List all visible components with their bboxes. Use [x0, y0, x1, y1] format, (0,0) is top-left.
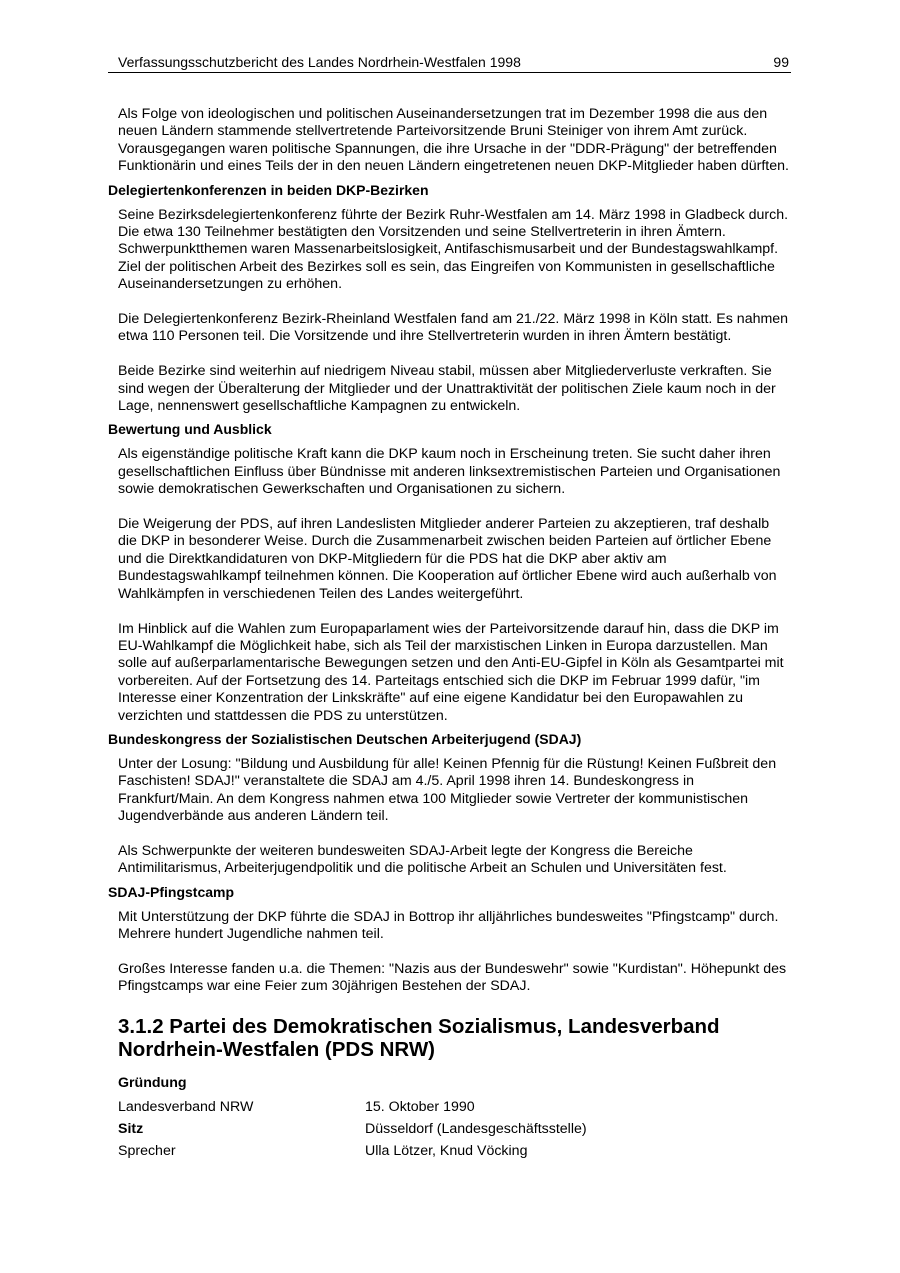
gruendung-label: Gründung — [118, 1074, 187, 1091]
section-title-pds: 3.1.2 Partei des Demokratischen Sozialismus, Landesverband Nordrhein-Westfalen (PDS NRW) — [118, 1014, 720, 1061]
info-key: Landesverband NRW — [118, 1098, 254, 1115]
intro-paragraph: Als Folge von ideologischen und politischen Auseinandersetzungen trat im Dezember 1998 die aus den neuen Ländern stammende stellvertretende Parteivorsitzende Bruni Steiniger von ihrem Amt zurück. Vorausgegangen waren politische Spannungen, die ihre Ursache in der "DDR-Prägung" der betreffenden Funktionärin und eines Teils der in den neuen Ländern eingetretenen neuen DKP-Mitglieder haben dürften. — [118, 106, 789, 175]
info-row — [118, 1118, 798, 1140]
paragraph: Großes Interesse fanden u.a. die Themen: "Nazis aus der Bundeswehr" sowie "Kurdistan". Höhepunkt des Pfingstcamps war eine Feier zum 30jährigen Bestehen der SDAJ. — [118, 960, 787, 995]
paragraph: Als eigenständige politische Kraft kann die DKP kaum noch in Erscheinung treten. Sie sucht daher ihren gesellschaftlichen Einfluss über Bündnisse mit anderen linksextremistischen Parteien und Organisationen sowie demokratischen Gewerkschaften und Organisationen zu sichern. — [118, 446, 781, 498]
page-number: 99 — [773, 54, 789, 70]
page-header — [108, 52, 791, 73]
info-row — [118, 1096, 798, 1118]
paragraph: Als Schwerpunkte der weiteren bundesweiten SDAJ-Arbeit legte der Kongress die Bereiche Antimilitarismus, Arbeiterjugendpolitik und die politische Arbeit an Schulen und Universitäten fest. — [118, 842, 727, 877]
paragraph: Im Hinblick auf die Wahlen zum Europaparlament wies der Parteivorsitzende darauf hin, dass die DKP im EU-Wahlkampf die Möglichkeit habe, sich als Teil der marxistischen Linken in Europa darzustellen. Man solle auf außerparlamentarische Bewegungen setzen und den Anti-EU-Gipfel in Köln als Gesamtpartei mit vorbereiten. Auf der Fortsetzung des 14. Parteitags entschied sich die DKP im Februar 1999 dafür, "im Interesse einer Konzentration der Linkskräfte" auf eine eigene Kandidatur bei den Europawahlen zu verzichten und stattdessen die PDS zu unterstützen. — [118, 620, 784, 724]
heading-delegiertenkonferenzen: Delegiertenkonferenzen in beiden DKP-Bezirken — [108, 181, 429, 198]
info-value: Ulla Lötzer, Knud Vöcking — [365, 1142, 528, 1159]
heading-sdaj-bundeskongress: Bundeskongress der Sozialistischen Deutschen Arbeiterjugend (SDAJ) — [108, 730, 582, 747]
paragraph: Die Delegiertenkonferenz Bezirk-Rheinland Westfalen fand am 21./22. März 1998 in Köln statt. Es nahmen etwa 110 Personen teil. Die Vorsitzende und ihre Stellvertreterin wurden in ihren Ämtern bestätigt. — [118, 311, 789, 345]
header-title: Verfassungsschutzbericht des Landes Nordrhein-Westfalen 1998 — [118, 54, 521, 70]
heading-sdaj-pfingstcamp: SDAJ-Pfingstcamp — [108, 883, 235, 900]
info-row — [118, 1140, 798, 1162]
info-key: Sitz — [118, 1120, 144, 1137]
paragraph: Beide Bezirke sind weiterhin auf niedrigem Niveau stabil, müssen aber Mitgliederverluste verkraften. Sie sind wegen der Überalterung der Mitglieder und der Unattraktivität der politischen Ziele kaum noch in der Lage, nennenswert gesellschaftliche Kampagnen zu entwickeln. — [118, 363, 776, 415]
info-value: Düsseldorf (Landesgeschäftsstelle) — [365, 1120, 587, 1137]
info-key: Sprecher — [118, 1142, 176, 1159]
paragraph: Unter der Losung: "Bildung und Ausbildung für alle! Keinen Pfennig für die Rüstung! Keinen Fußbreit den Faschisten! SDAJ!" veranstaltete die SDAJ am 4./5. April 1998 ihren 14. Bundeskongress in Frankfurt/Main. An dem Kongress nahmen etwa 100 Mitglieder sowie Vertreter der kommunistischen Jugendverbände aus anderen Ländern teil. — [118, 755, 777, 825]
paragraph: Seine Bezirksdelegiertenkonferenz führte der Bezirk Ruhr-Westfalen am 14. März 1998 in Gladbeck durch. Die etwa 130 Teilnehmer bestätigten den Vorsitzenden und seine Stellvertreterin in ihren Ämtern. Schwerpunktthemen waren Massenarbeitslosigkeit, Antifaschismusarbeit und der Bundestagswahlkampf. Ziel der politischen Arbeit des Bezirkes soll es sein, das Eingreifen von Kommunisten in gesellschaftliche Auseinandersetzungen zu erhöhen. — [118, 206, 789, 293]
info-value: 15. Oktober 1990 — [365, 1098, 475, 1115]
heading-bewertung: Bewertung und Ausblick — [108, 421, 272, 438]
paragraph: Die Weigerung der PDS, auf ihren Landeslisten Mitglieder anderer Parteien zu akzeptieren, traf deshalb die DKP in besonderer Weise. Durch die Zusammenarbeit zwischen beiden Parteien auf örtlicher Ebene und die Direktkandidaturen von DKP-Mitgliedern für die PDS hat die DKP aber aktiv am Bundestagswahlkampf teilnehmen können. Die Kooperation auf örtlicher Ebene wird auch außerhalb von Wahlkämpfen in verschiedenen Teilen des Landes weitergeführt. — [118, 516, 777, 602]
paragraph: Mit Unterstützung der DKP führte die SDAJ in Bottrop ihr alljährliches bundesweites "Pfingstcamp" durch. Mehrere hundert Jugendliche nahmen teil. — [118, 908, 779, 943]
document-body — [108, 106, 798, 1162]
